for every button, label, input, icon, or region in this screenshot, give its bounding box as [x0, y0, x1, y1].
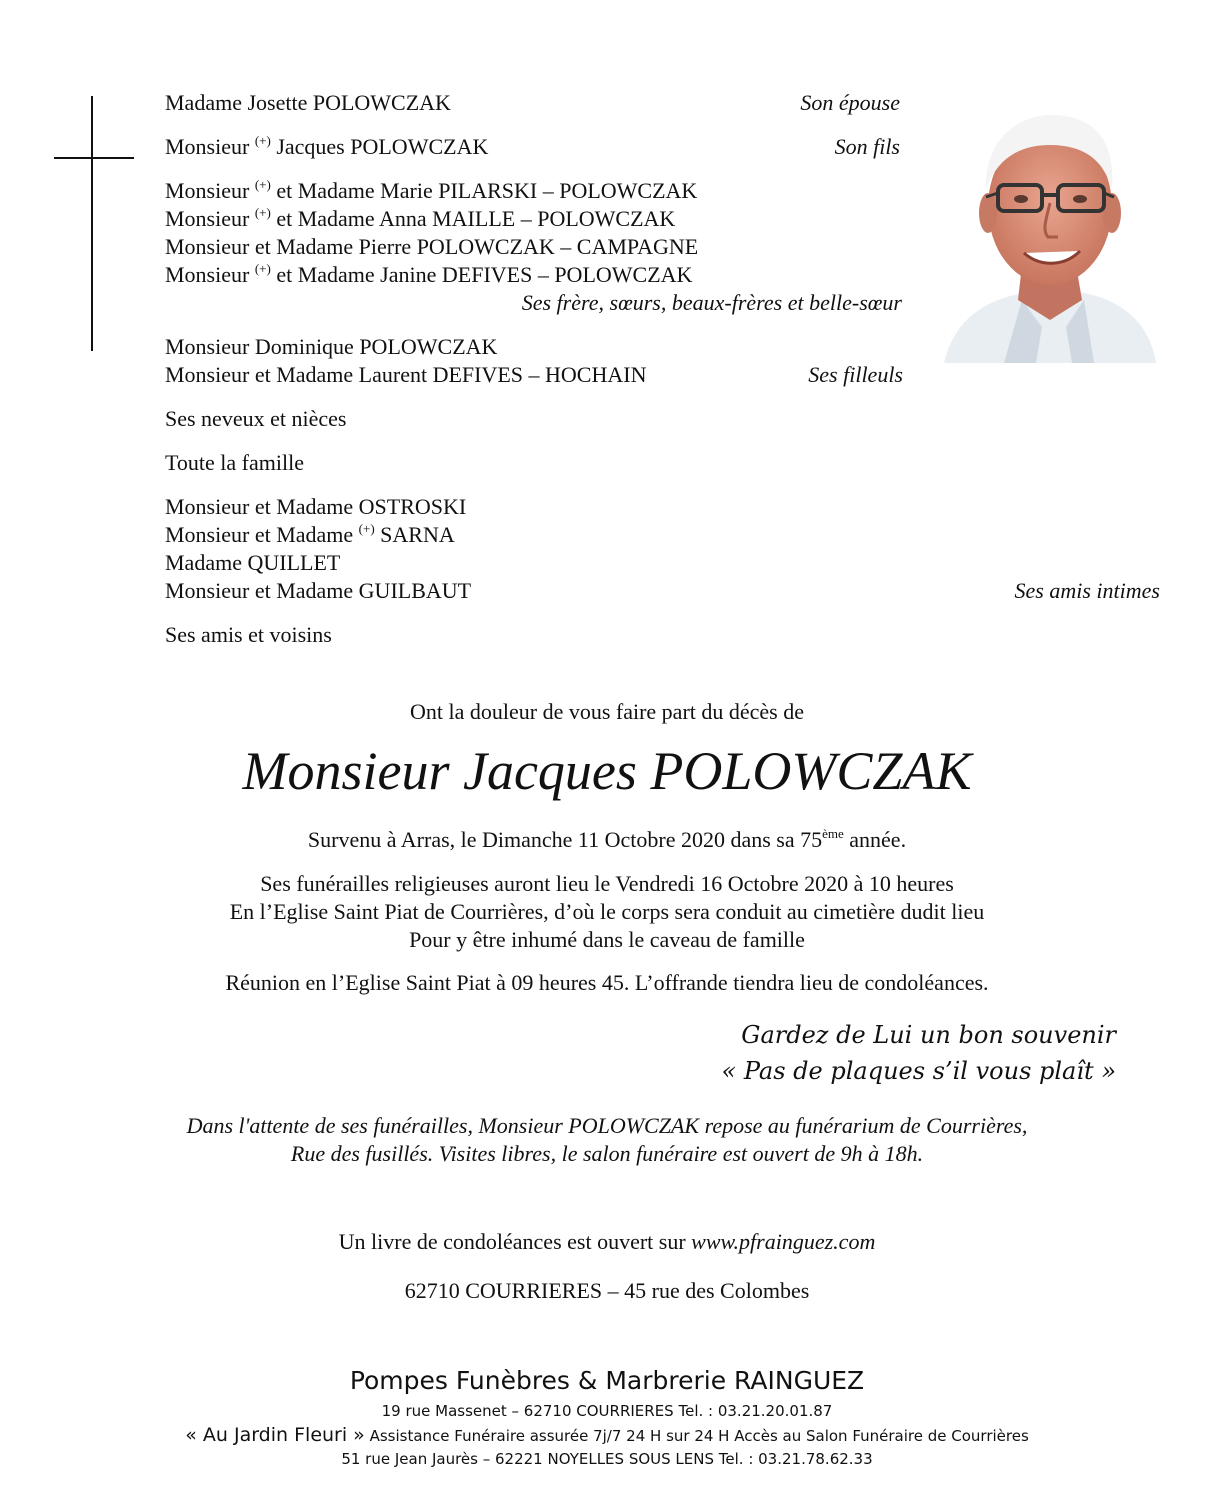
family-spouse-name: Madame Josette POLOWCZAK — [165, 90, 451, 115]
funeral-line: Pour y être inhumé dans le caveau de famille — [409, 927, 805, 952]
family-neighbours: Ses amis et voisins — [165, 622, 332, 647]
family-spouse-relation: Son épouse — [800, 90, 900, 115]
death-notice: Survenu à Arras, le Dimanche 11 Octobre 2020 dans sa 75ème année. — [307, 826, 907, 852]
family-friends-relation: Ses amis intimes — [1014, 578, 1160, 603]
script-line-no-plaques: « Pas de plaques s’il vous plaît » — [721, 1057, 1116, 1085]
company-address-2: 51 rue Jean Jaurès – 62221 NOYELLES SOUS LENS Tel. : 03.21.78.62.33 — [341, 1450, 873, 1468]
family-nephews: Ses neveux et nièces — [165, 406, 347, 431]
family-sibling-line: Monsieur et Madame Pierre POLOWCZAK – CAMPAGNE — [165, 234, 699, 259]
cross-vertical-bar — [91, 96, 93, 351]
rest-line: Rue des fusillés. Visites libres, le salon funéraire est ouvert de 9h à 18h. — [290, 1141, 924, 1166]
condolence-book: Un livre de condoléances est ouvert sur www.pfrainguez.com — [338, 1229, 876, 1254]
family-godchild-line: Monsieur Dominique POLOWCZAK — [165, 334, 498, 359]
family-sibling-line: Monsieur (+) et Madame Anna MAILLE – POLOWCZAK — [165, 205, 676, 231]
family-sibling-line: Monsieur (+) et Madame Janine DEFIVES – POLOWCZAK — [165, 261, 693, 287]
family-sibling-line: Monsieur (+) et Madame Marie PILARSKI – POLOWCZAK — [165, 177, 698, 203]
deceased-name: Monsieur Jacques POLOWCZAK — [242, 741, 972, 801]
family-son-relation: Son fils — [834, 134, 900, 159]
family-friend-line: Monsieur et Madame OSTROSKI — [165, 494, 467, 519]
cross-horizontal-bar — [54, 157, 134, 159]
company-name: Pompes Funèbres & Marbrerie RAINGUEZ — [349, 1366, 865, 1395]
condolence-url-link[interactable]: www.pfrainguez.com — [691, 1229, 876, 1254]
family-friend-line: Monsieur et Madame (+) SARNA — [165, 521, 455, 547]
family-godchild-line: Monsieur et Madame Laurent DEFIVES – HOCHAIN — [165, 362, 647, 387]
portrait-photo — [944, 95, 1156, 363]
rest-line: Dans l'attente de ses funérailles, Monsieur POLOWCZAK repose au funérarium de Courrières, — [186, 1113, 1028, 1138]
family-siblings-relation: Ses frère, sœurs, beaux-frères et belle-sœur — [521, 290, 902, 315]
garden-name: « Au Jardin Fleuri » — [185, 1424, 365, 1446]
rest-notice — [0, 1112, 1214, 1168]
family-friend-line: Madame QUILLET — [165, 550, 341, 575]
family-godchildren-list — [165, 333, 646, 389]
family-godchildren-relation: Ses filleuls — [808, 362, 903, 387]
family-son-name: Monsieur (+) Jacques POLOWCZAK — [165, 133, 489, 159]
script-line-memory: Gardez de Lui un bon souvenir — [741, 1021, 1116, 1049]
funeral-line: Ses funérailles religieuses auront lieu le Vendredi 16 Octobre 2020 à 10 heures — [260, 871, 954, 896]
family-all: Toute la famille — [165, 450, 304, 475]
funeral-details — [0, 870, 1214, 954]
family-friends-list — [165, 493, 471, 605]
meeting-notice: Réunion en l’Eglise Saint Piat à 09 heures 45. L’offrande tiendra lieu de condoléances. — [225, 970, 989, 995]
address-line: 62710 COURRIERES – 45 rue des Colombes — [404, 1278, 810, 1303]
announcement-intro: Ont la douleur de vous faire part du décès de — [409, 699, 805, 724]
family-friend-line: Monsieur et Madame GUILBAUT — [165, 578, 472, 603]
family-siblings-list — [165, 177, 698, 289]
company-services: « Au Jardin Fleuri » Assistance Funéraire assurée 7j/7 24 H sur 24 H Accès au Salon Funéraire de Courrières — [185, 1424, 1029, 1446]
funeral-line: En l’Eglise Saint Piat de Courrières, d’où le corps sera conduit au cimetière dudit lieu — [229, 899, 985, 924]
company-address-1: 19 rue Massenet – 62710 COURRIERES Tel. : 03.21.20.01.87 — [381, 1402, 833, 1420]
